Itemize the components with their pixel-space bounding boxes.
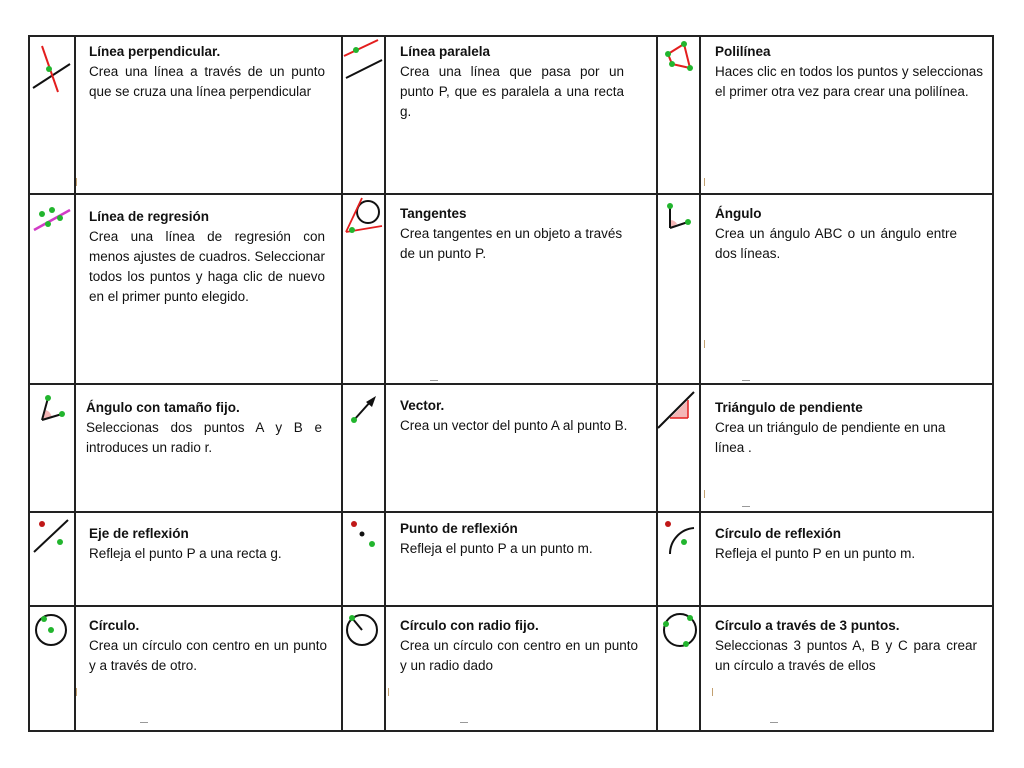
cell-slope-triangle — [715, 398, 977, 458]
scan-mark — [712, 688, 713, 696]
cell-vector — [400, 396, 638, 436]
tool-title: Vector. — [400, 398, 445, 413]
tool-description: Refleja el punto P en un punto m. — [715, 546, 916, 561]
row-divider — [30, 193, 992, 195]
scan-mark — [704, 178, 705, 186]
tool-description: Seleccionas dos puntos A y B e introduces un radio r. — [86, 420, 322, 455]
tool-title: Línea paralela — [400, 44, 491, 59]
cell-circle-fixed-radius — [400, 616, 638, 676]
scan-mark — [770, 722, 778, 723]
tool-description: Crea un círculo con centro en un punto y a través de otro. — [89, 638, 327, 673]
scan-mark — [742, 506, 750, 507]
tool-description: Crea un triángulo de pendiente en una línea . — [715, 420, 946, 455]
circle-three-points-icon — [658, 608, 702, 652]
reflect-about-circle-icon — [660, 516, 700, 558]
cell-regression-line — [89, 207, 325, 307]
scan-mark — [76, 178, 77, 186]
cell-reflect-line — [89, 524, 325, 564]
tangents-icon — [342, 196, 386, 240]
parallel-line-icon — [342, 38, 386, 82]
tool-title: Círculo con radio fijo. — [400, 618, 539, 633]
tool-description: Refleja el punto P a una recta g. — [89, 546, 282, 561]
scan-mark — [76, 688, 77, 696]
reflect-about-line-icon — [30, 516, 74, 556]
scan-mark — [704, 490, 705, 498]
cell-reflect-point — [400, 519, 636, 559]
tool-title: Punto de reflexión — [400, 521, 518, 536]
reflect-about-point-icon — [346, 516, 382, 552]
tool-description: Crea un círculo con centro en un punto y un radio dado — [400, 638, 638, 673]
scan-mark — [704, 340, 705, 348]
tool-title: Polilínea — [715, 44, 771, 59]
angle-icon — [660, 200, 700, 236]
row-divider — [30, 383, 992, 385]
cell-parallel-line — [400, 42, 624, 122]
cell-reflect-circle — [715, 524, 977, 564]
scan-mark — [388, 688, 389, 696]
tool-description: Crea una línea que pasa por un punto P, que es paralela a una recta g. — [400, 64, 624, 119]
vector-icon — [346, 392, 382, 428]
cell-circle-three-points — [715, 616, 977, 676]
tool-title: Ángulo con tamaño fijo. — [86, 400, 240, 415]
regression-line-icon — [30, 202, 74, 236]
cell-angle — [715, 204, 957, 264]
scan-mark — [742, 380, 750, 381]
tool-description: Haces clic en todos los puntos y seleccionas el primer otra vez para crear una polilínea. — [715, 64, 983, 99]
tool-title: Triángulo de pendiente — [715, 400, 863, 415]
cell-tangents — [400, 204, 624, 264]
scan-mark — [140, 722, 148, 723]
cell-circle — [89, 616, 327, 676]
tool-description: Crea un ángulo ABC o un ángulo entre dos líneas. — [715, 226, 957, 261]
cell-perpendicular-line — [89, 42, 325, 102]
tool-title: Ángulo — [715, 206, 762, 221]
tool-title: Línea de regresión — [89, 209, 210, 224]
row-divider — [30, 605, 992, 607]
slope-triangle-icon — [656, 390, 696, 430]
tool-title: Línea perpendicular. — [89, 44, 221, 59]
tool-description: Refleja el punto P a un punto m. — [400, 541, 593, 556]
scan-mark — [430, 380, 438, 381]
tool-title: Círculo de reflexión — [715, 526, 842, 541]
tool-description: Seleccionas 3 puntos A, B y C para crear un círculo a través de ellos — [715, 638, 977, 673]
circle-center-point-icon — [32, 610, 72, 650]
cell-fixed-angle — [86, 398, 322, 458]
tool-description: Crea una línea de regresión con menos ajustes de cuadros. Seleccionar todos los puntos y haga clic de nuevo en el primer punto elegido. — [89, 229, 325, 304]
tool-title: Círculo. — [89, 618, 140, 633]
tool-description: Crea una línea a través de un punto que se cruza una línea perpendicular — [89, 64, 325, 99]
tool-title: Tangentes — [400, 206, 467, 221]
row-divider — [30, 511, 992, 513]
tool-description: Crea un vector del punto A al punto B. — [400, 418, 628, 433]
fixed-angle-icon — [34, 392, 70, 426]
tool-description: Crea tangentes en un objeto a través de un punto P. — [400, 226, 623, 261]
tool-title: Círculo a través de 3 puntos. — [715, 618, 900, 633]
circle-fixed-radius-icon — [342, 608, 382, 650]
tool-title: Eje de reflexión — [89, 526, 189, 541]
polyline-icon — [660, 40, 700, 80]
perpendicular-line-icon — [30, 40, 74, 96]
cell-polyline — [715, 42, 983, 102]
scan-mark — [460, 722, 468, 723]
